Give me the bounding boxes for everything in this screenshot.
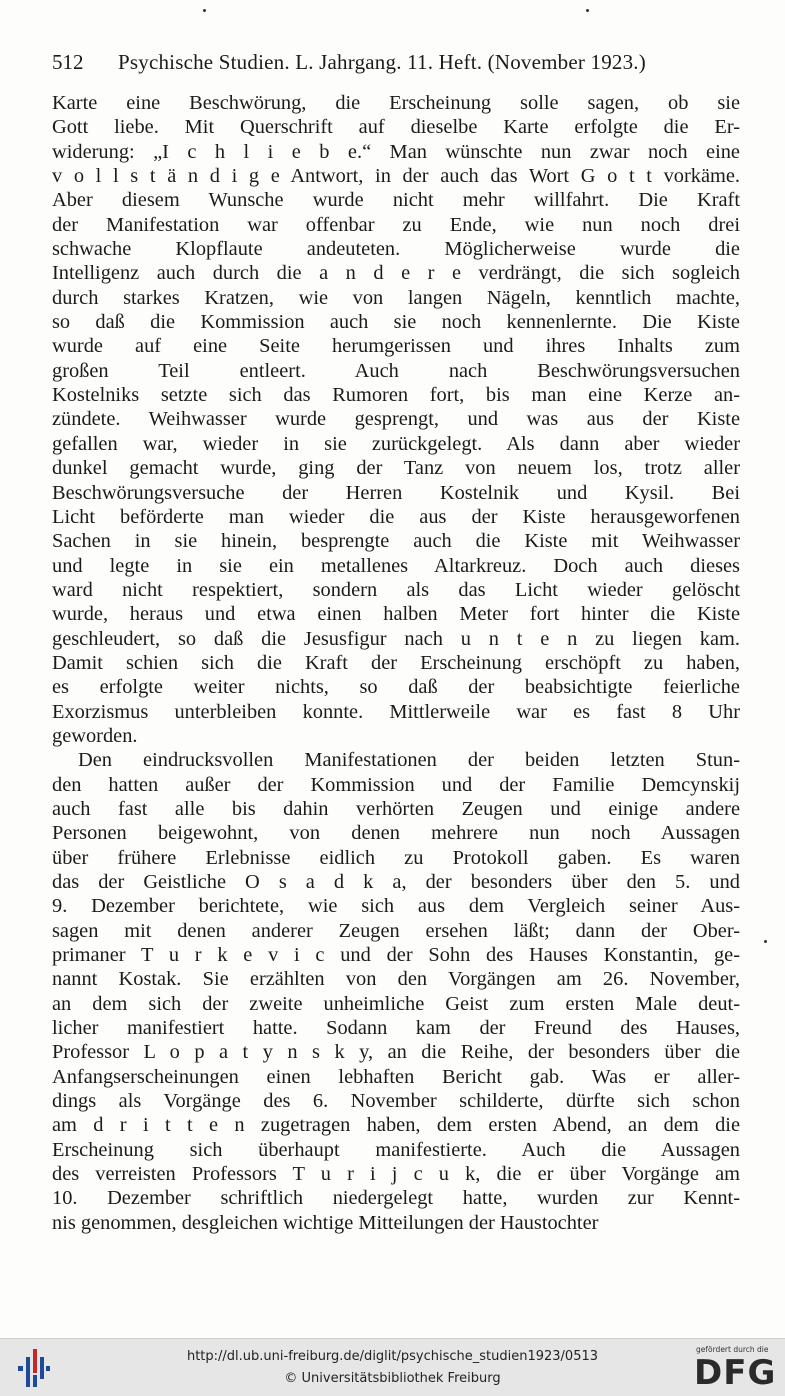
footer-bar <box>0 1338 785 1396</box>
text-line: Licht beförderte man wieder die aus der Kiste herausgeworfenen <box>52 505 740 528</box>
text-line: und legte in sie ein metallenes Altarkreuz. Doch auch dieses <box>52 554 740 577</box>
text-line: dunkel gemacht wurde, ging der Tanz von neuem los, trotz aller <box>52 457 740 480</box>
text-line: primaner T u r k e v i c und der Sohn des Hauses Konstantin, ge- <box>52 944 740 967</box>
text-line: großen Teil entleert. Auch nach Beschwörungsversuchen <box>52 359 740 382</box>
text-line: gefallen war, wieder in sie zurückgelegt. Als dann aber wieder <box>52 432 740 455</box>
running-header <box>52 50 742 80</box>
text-line: Erscheinung sich überhaupt manifestierte. Auch die Aussagen <box>52 1138 740 1161</box>
copyright-notice: © Universitätsbibliothek Freiburg <box>284 1371 501 1386</box>
text-line: geworden. <box>52 724 138 747</box>
text-line: ward nicht respektiert, sondern als das Licht wieder gelöscht <box>52 578 740 601</box>
text-line: sagen mit denen anderer Zeugen ersehen läßt; dann der Ober- <box>52 919 740 942</box>
text-line: Sachen in sie hinein, besprengte auch die Kiste mit Weihwasser <box>52 530 740 553</box>
text-line: Anfangserscheinungen einen lebhaften Bericht gab. Was er aller- <box>52 1065 740 1088</box>
text-line: über frühere Erlebnisse eidlich zu Protokoll gaben. Es waren <box>52 846 740 869</box>
text-line: Beschwörungsversuche der Herren Kostelnik und Kysil. Bei <box>52 481 740 504</box>
running-title: Psychische Studien. L. Jahrgang. 11. Heft. (November 1923.) <box>118 50 646 74</box>
text-line: an dem sich der zweite unheimliche Geist zum ersten Male deut- <box>52 992 740 1015</box>
text-line: Personen beigewohnt, von denen mehrere nun noch Aussagen <box>52 822 740 845</box>
text-line: Gott liebe. Mit Querschrift auf dieselbe Karte erfolgte die Er- <box>52 116 740 139</box>
scan-speck <box>203 9 206 12</box>
text-line: Professor L o p a t y n s k y, an die Reihe, der besonders über die <box>52 1041 740 1064</box>
scan-speck <box>764 940 767 943</box>
text-line: nannt Kostak. Sie erzählten von den Vorgängen am 26. November, <box>52 968 740 991</box>
text-line: durch starkes Kratzen, wie von langen Nägeln, kenntlich machte, <box>52 286 740 309</box>
scan-speck <box>586 9 589 12</box>
text-line: des verreisten Professors T u r i j c u k, die er über Vorgänge am <box>52 1163 740 1186</box>
text-line: wurde, heraus und etwa einen halben Meter fort hinter die Kiste <box>52 603 740 626</box>
text-line: den hatten außer der Kommission und der Familie Demcynskij <box>52 773 740 796</box>
text-line: Den eindrucksvollen Manifestationen der beiden letzten Stun- <box>78 749 740 772</box>
text-line: der Manifestation war offenbar zu Ende, wie nun noch drei <box>52 213 740 236</box>
page-number: 512 <box>52 50 84 74</box>
text-line: licher manifestiert hatte. Sodann kam der Freund des Hauses, <box>52 1017 740 1040</box>
text-line: widerung: „I c h l i e b e.“ Man wünschte nun zwar noch eine <box>52 140 740 163</box>
text-line: dings als Vorgänge des 6. November schilderte, dürfte sich schon <box>52 1090 740 1113</box>
text-line: geschleudert, so daß die Jesusfigur nach u n t e n zu liegen kam. <box>52 627 740 650</box>
text-line: Aber diesem Wunsche wurde nicht mehr willfahrt. Die Kraft <box>52 189 740 212</box>
text-line: auch fast alle bis dahin verhörten Zeugen und einige andere <box>52 797 740 820</box>
text-line: das der Geistliche O s a d k a, der besonders über den 5. und <box>52 871 740 893</box>
text-line: Exorzismus unterbleiben konnte. Mittlerweile war es fast 8 Uhr <box>52 700 740 723</box>
text-line: 9. Dezember berichtete, wie sich aus dem Vergleich seiner Aus- <box>52 895 740 918</box>
source-url[interactable]: http://dl.ub.uni-freiburg.de/diglit/psychische_studien1923/0513 <box>186 1349 599 1364</box>
text-line: schwache Klopflaute andeuteten. Möglicherweise wurde die <box>52 238 740 261</box>
text-line: nis genommen, desgleichen wichtige Mitteilungen der Haustochter <box>52 1211 599 1234</box>
text-line: so daß die Kommission auch sie noch kennenlernte. Die Kiste <box>52 311 740 334</box>
text-line: zündete. Weihwasser wurde gesprengt, und was aus der Kiste <box>52 408 740 431</box>
text-line: Intelligenz auch durch die a n d e r e verdrängt, die sich sogleich <box>52 262 740 285</box>
dfg-logo <box>694 1345 776 1391</box>
text-line: Karte eine Beschwörung, die Erscheinung solle sagen, ob sie <box>52 92 740 114</box>
body-text <box>52 91 740 1235</box>
text-line: 10. Dezember schriftlich niedergelegt hatte, wurden zur Kennt- <box>52 1187 740 1210</box>
text-line: es erfolgte weiter nichts, so daß der beabsichtigte feierliche <box>52 676 740 699</box>
text-line: Kostelniks setzte sich das Rumoren fort, bis man eine Kerze an- <box>52 384 740 407</box>
text-line: wurde auf eine Seite herumgerissen und ihres Inhalts zum <box>52 335 740 358</box>
text-line: Damit schien sich die Kraft der Erscheinung erschöpft zu haben, <box>52 651 740 674</box>
dfg-logo-text: DFG <box>694 1353 777 1393</box>
text-line: v o l l s t ä n d i g e Antwort, in der auch das Wort G o t t vorkäme. <box>52 165 740 188</box>
text-line: am d r i t t e n zugetragen haben, dem ersten Abend, an dem die <box>52 1114 740 1137</box>
dfg-caption: gefördert durch die <box>696 1345 769 1354</box>
